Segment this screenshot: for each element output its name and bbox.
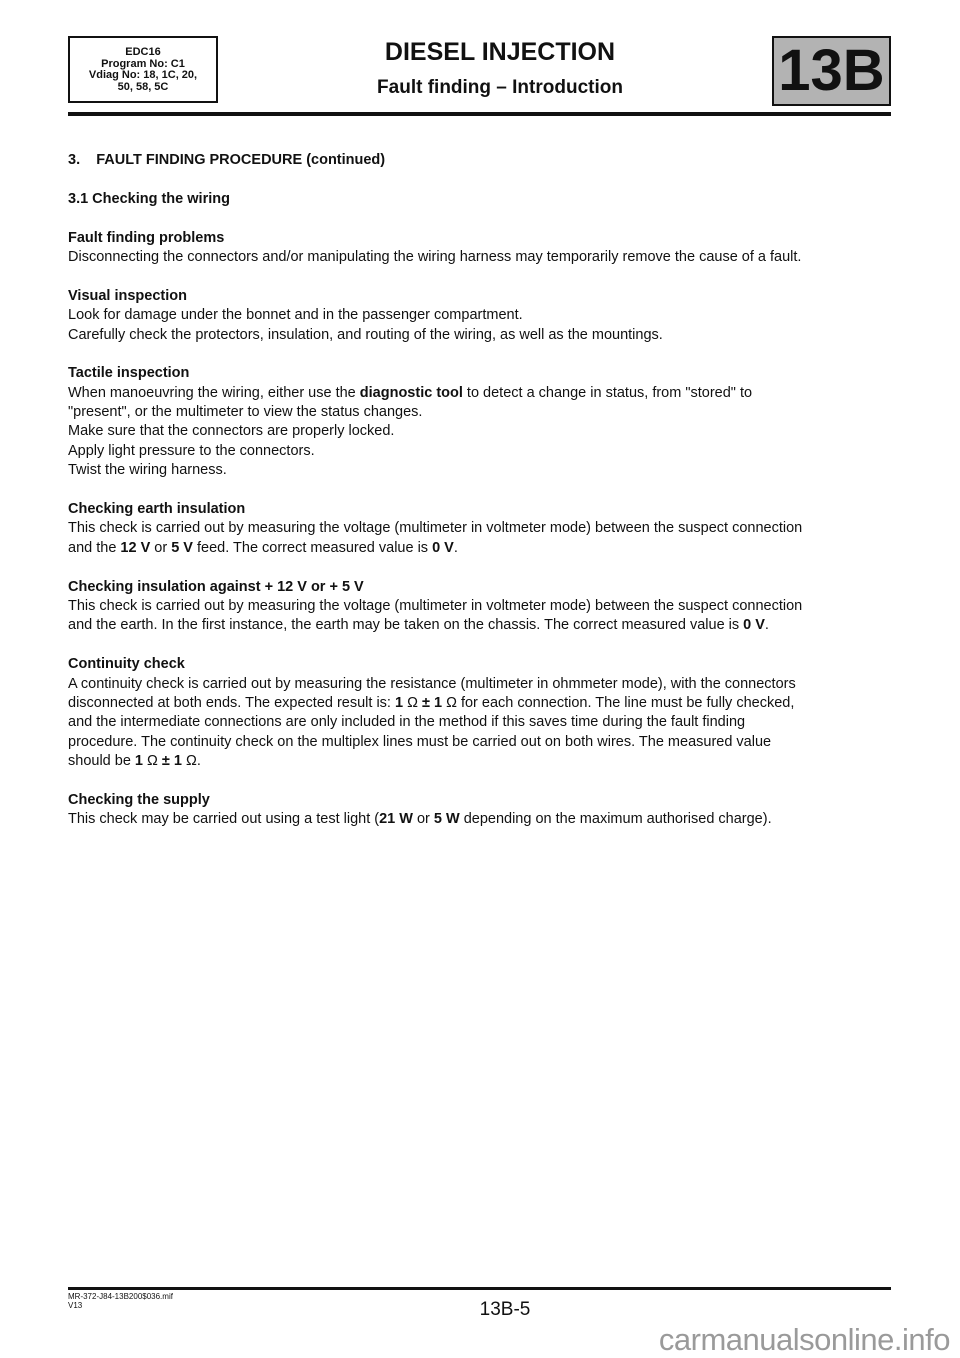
text: This check may be carried out using a test light ( <box>68 811 380 828</box>
text: This check is carried out by measuring the voltage (multimeter in voltmeter mode) between the suspect connection <box>68 520 803 537</box>
text-line <box>68 306 898 325</box>
text: procedure. The continuity check on the multiplex lines must be carried out on both wires. The measured value <box>68 733 772 750</box>
text-line <box>68 403 898 422</box>
text: Ω for each connection. The line must be fully checked, <box>442 694 795 711</box>
text: . <box>764 617 769 634</box>
text: to detect a change in status, from "stored" to <box>462 384 753 401</box>
text: This check is carried out by measuring the voltage (multimeter in voltmeter mode) between the suspect connection <box>68 597 803 614</box>
text: Ω <box>403 694 422 711</box>
box-line: EDC16 <box>125 46 161 58</box>
text-line <box>68 791 898 810</box>
text-line <box>68 229 898 248</box>
section-code-badge: 13B <box>772 36 891 106</box>
text-line <box>68 248 898 267</box>
text-line <box>68 461 898 480</box>
bold-text: Tactile inspection <box>68 365 190 382</box>
text-line <box>68 713 898 732</box>
box-line: Program No: C1 <box>101 57 185 70</box>
file-reference: MR-372-J84-13B200$036.mif <box>68 1292 173 1301</box>
text-line <box>68 752 898 771</box>
text: . <box>453 539 458 556</box>
text-line <box>68 616 898 635</box>
text: feed. The correct measured value is <box>192 539 433 556</box>
bold-text: 0 V <box>743 617 765 634</box>
text: Carefully check the protectors, insulation, and routing of the wiring, as well as the mountings. <box>68 326 663 343</box>
paragraph-gap <box>68 170 898 189</box>
text: and the earth. In the first instance, the earth may be taken on the chassis. The correct measured value is <box>68 617 744 634</box>
text: or <box>412 811 434 828</box>
bold-text: 5 V <box>171 539 193 556</box>
vehicle-program-box <box>68 36 218 103</box>
text-line <box>68 364 898 383</box>
text-line <box>68 810 898 829</box>
text: and the intermediate connections are only included in the method if this saves time during the fault finding <box>68 714 746 731</box>
bold-text: 0 V <box>432 539 454 556</box>
bold-text: Visual inspection <box>68 287 187 304</box>
text: should be <box>68 753 135 770</box>
paragraph-gap <box>68 481 898 500</box>
text: Ω. <box>181 753 201 770</box>
text: Ω <box>143 753 162 770</box>
paragraph-gap <box>68 558 898 577</box>
text: When manoeuvring the wiring, either use the <box>68 384 360 401</box>
bold-text: 12 V <box>120 539 151 556</box>
paragraph-gap <box>68 636 898 655</box>
bold-text: ± 1 <box>421 694 443 711</box>
bold-text: Checking the supply <box>68 791 210 808</box>
bold-text: diagnostic tool <box>359 384 463 401</box>
bold-text: Checking earth insulation <box>68 501 246 518</box>
bold-text: 3. FAULT FINDING PROCEDURE (continued) <box>68 152 386 168</box>
text: disconnected at both ends. The expected result is: <box>68 694 395 711</box>
text: A continuity check is carried out by measuring the resistance (multimeter in ohmmeter mode), with the connectors <box>68 675 796 692</box>
footer-divider <box>68 1287 891 1290</box>
text: depending on the maximum authorised charge). <box>459 811 772 828</box>
text-line <box>68 151 898 170</box>
text-line <box>68 539 898 558</box>
version: V13 <box>68 1301 83 1310</box>
bold-text: 3.1 Checking the wiring <box>68 190 230 207</box>
text-line <box>68 733 898 752</box>
footer-ref <box>68 1292 173 1310</box>
header-divider <box>68 112 891 116</box>
paragraph-gap <box>68 345 898 364</box>
text: Twist the wiring harness. <box>68 462 227 479</box>
text-line <box>68 326 898 345</box>
box-line: Vdiag No: 18, 1C, 20, <box>88 69 198 81</box>
text-line <box>68 597 898 616</box>
page-subtitle: Fault finding – Introduction <box>377 77 623 98</box>
text-line <box>68 694 898 713</box>
text-line <box>68 655 898 674</box>
text: "present", or the multimeter to view the status changes. <box>68 404 423 421</box>
bold-text: 1 <box>395 694 404 711</box>
text: Look for damage under the bonnet and in the passenger compartment. <box>68 307 523 324</box>
bold-text: ± 1 <box>161 753 182 770</box>
paragraph-gap <box>68 267 898 286</box>
text-line <box>68 422 898 441</box>
bold-text: Fault finding problems <box>68 229 225 246</box>
text-line <box>68 500 898 519</box>
page-title: DIESEL INJECTION <box>384 38 616 66</box>
text: Make sure that the connectors are properly locked. <box>68 423 395 440</box>
document-body <box>68 151 898 830</box>
text: or <box>150 539 172 556</box>
bold-text: 1 <box>134 753 143 770</box>
text: Apply light pressure to the connectors. <box>68 442 315 459</box>
text: Disconnecting the connectors and/or manipulating the wiring harness may temporarily remove the cause of a fault. <box>68 248 802 265</box>
bold-text: Checking insulation against + 12 V or + 5 V <box>68 578 364 595</box>
bold-text: 21 W <box>379 811 413 828</box>
text-line <box>68 190 898 209</box>
bold-text: Continuity check <box>68 656 185 673</box>
text-line <box>68 578 898 597</box>
text-line <box>68 384 898 403</box>
text-line <box>68 519 898 538</box>
box-line: 50, 58, 5C <box>117 80 169 93</box>
paragraph-gap <box>68 209 898 228</box>
paragraph-gap <box>68 772 898 791</box>
text-line <box>68 287 898 306</box>
text: and the <box>68 539 121 556</box>
bold-text: 5 W <box>433 811 460 828</box>
watermark: carmanualsonline.info <box>658 1322 950 1357</box>
text-line <box>68 675 898 694</box>
page-number: 13B-5 <box>479 1299 531 1320</box>
text-line <box>68 442 898 461</box>
